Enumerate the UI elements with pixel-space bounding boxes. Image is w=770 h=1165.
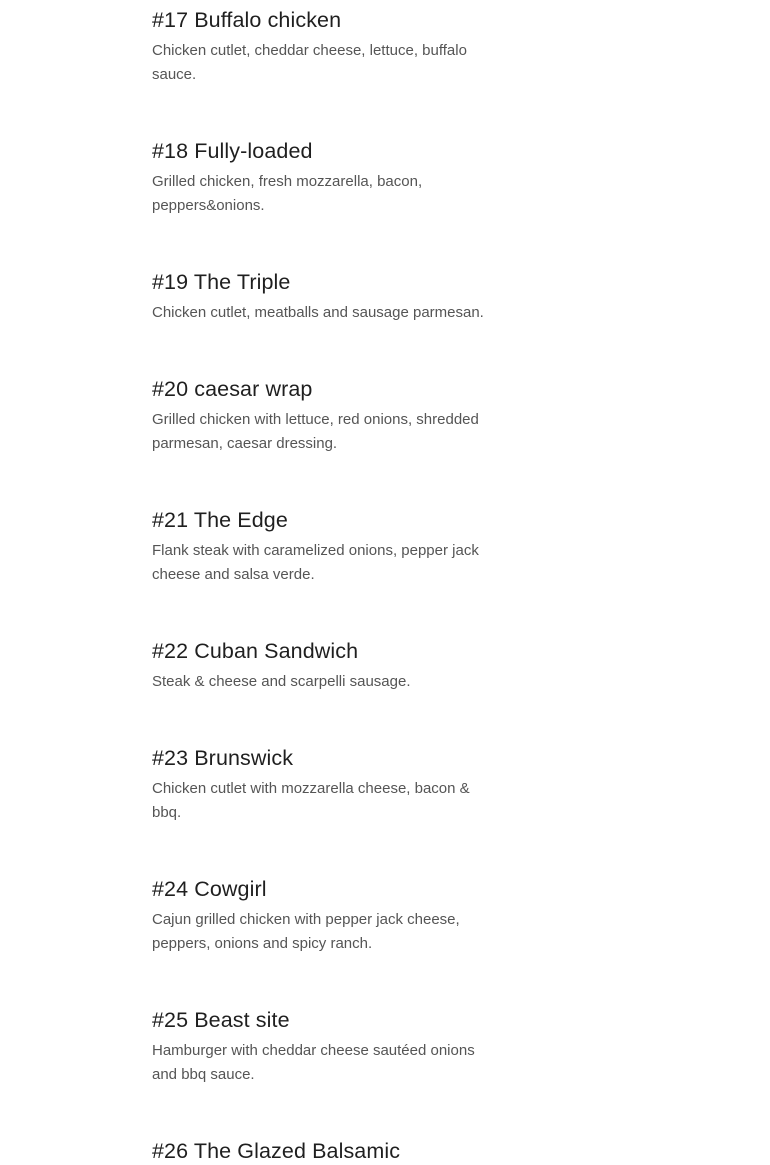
menu-item-title: #21 The Edge — [152, 508, 288, 532]
menu-item-title: #18 Fully-loaded — [152, 139, 313, 163]
menu-item-description: Cajun grilled chicken with pepper jack cheese, peppers, onions and spicy ranch. — [152, 911, 460, 952]
menu-item-title: #26 The Glazed Balsamic — [152, 1139, 401, 1163]
menu-item-17 — [152, 6, 492, 87]
menu-item-19 — [152, 268, 492, 325]
menu-item-21 — [152, 506, 492, 587]
menu-item-description: Chicken cutlet, cheddar cheese, lettuce, buffalo sauce. — [152, 42, 467, 83]
menu-item-23 — [152, 744, 492, 825]
menu-item-title: #20 caesar wrap — [152, 377, 313, 401]
menu-item-20 — [152, 375, 492, 456]
menu-item-description: Chicken cutlet, meatballs and sausage parmesan. — [152, 304, 484, 321]
menu-item-title: #17 Buffalo chicken — [152, 8, 342, 32]
menu-item-description: Chicken cutlet with mozzarella cheese, bacon & bbq. — [152, 780, 470, 821]
menu-item-22 — [152, 637, 492, 694]
menu-item-title: #25 Beast site — [152, 1008, 290, 1032]
menu-item-title: #19 The Triple — [152, 270, 291, 294]
menu-item-24 — [152, 875, 492, 956]
menu-item-description: Steak & cheese and scarpelli sausage. — [152, 673, 411, 690]
menu-item-title: #22 Cuban Sandwich — [152, 639, 359, 663]
menu-item-25 — [152, 1006, 492, 1087]
menu-item-title: #24 Cowgirl — [152, 877, 267, 901]
menu-item-description: Grilled chicken, fresh mozzarella, bacon, peppers&onions. — [152, 173, 423, 214]
menu-item-description: Grilled chicken with lettuce, red onions, shredded parmesan, caesar dressing. — [152, 411, 479, 452]
menu-item-description: Flank steak with caramelized onions, pepper jack cheese and salsa verde. — [152, 542, 479, 583]
menu-item-description: Hamburger with cheddar cheese sautéed onions and bbq sauce. — [152, 1042, 475, 1083]
menu-item-26 — [152, 1137, 492, 1165]
menu-item-title: #23 Brunswick — [152, 746, 294, 770]
menu-item-18 — [152, 137, 492, 218]
